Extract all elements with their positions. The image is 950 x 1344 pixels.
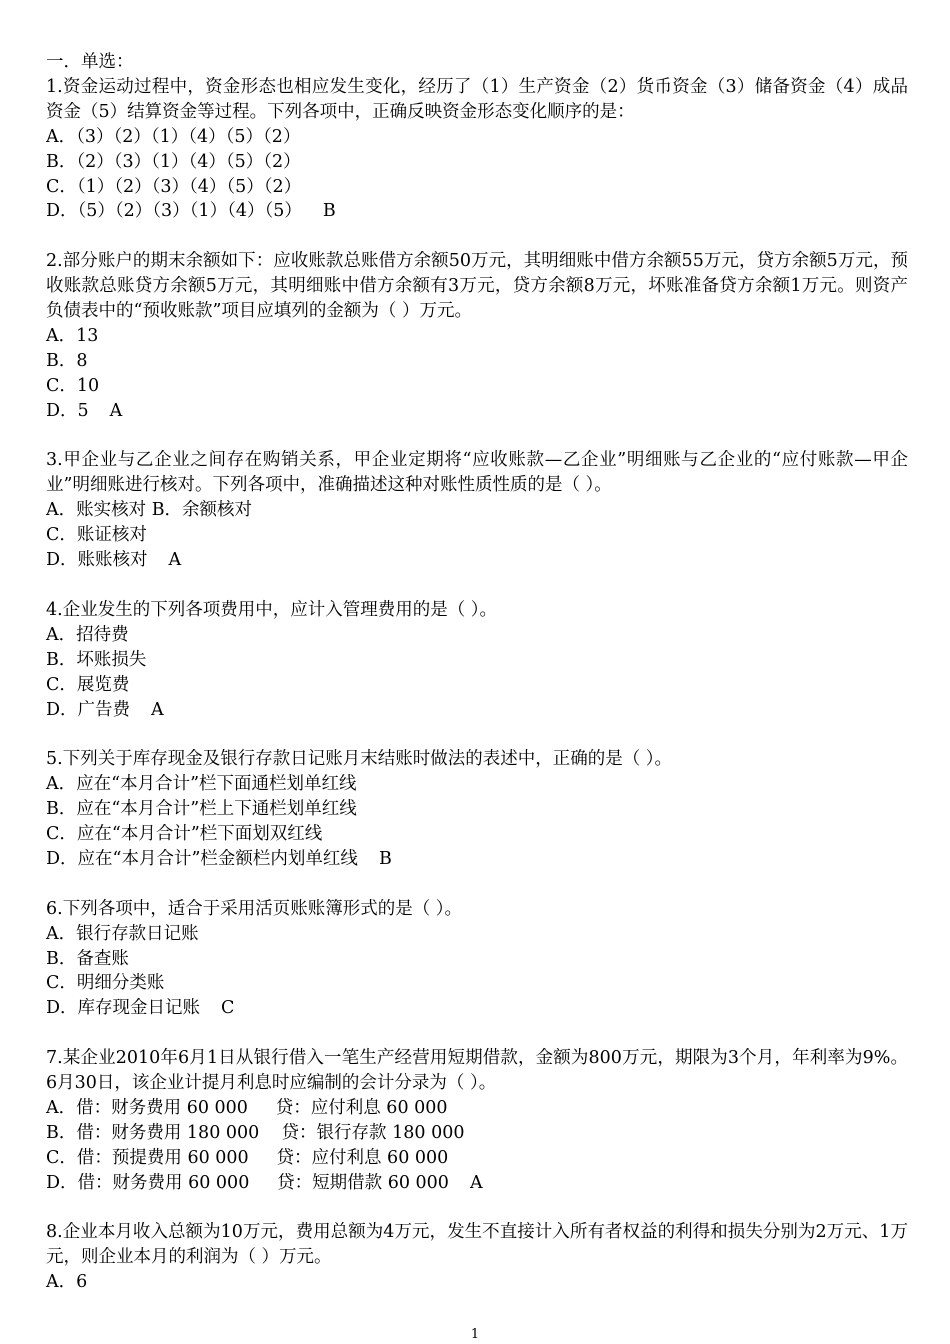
answer-key: A xyxy=(469,1172,483,1193)
question-3 xyxy=(46,448,908,573)
option-d xyxy=(46,548,908,573)
option-a: A．（3）（2）（1）（4）（5）（2） xyxy=(46,126,301,147)
option-c: C．账证核对 xyxy=(46,525,147,546)
option-text: D．借：财务费用 60 000 贷：短期借款 60 000 xyxy=(46,1172,449,1193)
option-a-b: A．账实核对 B．余额核对 xyxy=(46,500,253,521)
page-number: 1 xyxy=(470,1327,480,1342)
answer-key: A xyxy=(151,699,164,720)
option-a: A．6 xyxy=(46,1272,88,1293)
question-text: 7.某企业2010年6月1日从银行借入一笔生产经营用短期借款，金额为800万元，期限为3个月，年利率为9%。6月30日，该企业计提月利息时应编制的会计分录为（ ）。 xyxy=(46,1048,908,1094)
option-text: D．5 xyxy=(46,400,89,421)
spacer xyxy=(46,424,908,449)
option-d xyxy=(46,996,908,1021)
question-text: 6.下列各项中，适合于采用活页账账簿形式的是（ ）。 xyxy=(46,898,463,919)
answer-key: B xyxy=(322,201,336,222)
answer-key: A xyxy=(168,550,182,571)
option-c: C．展览费 xyxy=(46,674,130,695)
option-c: C．应在“本月合计”栏下面划双红线 xyxy=(46,824,323,845)
option-text: D．库存现金日记账 xyxy=(46,998,201,1019)
option-b: B．应在“本月合计”栏上下通栏划单红线 xyxy=(46,799,357,820)
option-text: D．（5）（2）（3）（1）（4）（5） xyxy=(46,201,302,222)
option-d xyxy=(46,1171,908,1196)
option-c: C．10 xyxy=(46,375,100,396)
option-c: C．明细分类账 xyxy=(46,973,165,994)
option-text: D．应在“本月合计”栏金额栏内划单红线 xyxy=(46,848,358,869)
question-5 xyxy=(46,747,908,872)
spacer xyxy=(46,872,908,897)
option-b: B．8 xyxy=(46,350,88,371)
document-page xyxy=(46,50,908,1295)
option-d xyxy=(46,399,908,424)
question-2 xyxy=(46,249,908,423)
answer-key: B xyxy=(378,848,392,869)
option-b: B．坏账损失 xyxy=(46,649,147,670)
spacer xyxy=(46,1196,908,1221)
option-a: A．招待费 xyxy=(46,624,129,645)
option-d xyxy=(46,698,908,723)
option-text: D．账账核对 xyxy=(46,550,148,571)
question-text: 5.下列关于库存现金及银行存款日记账月末结账时做法的表述中，正确的是（ ）。 xyxy=(46,749,673,770)
option-text: D．广告费 xyxy=(46,699,131,720)
spacer xyxy=(46,573,908,598)
question-7 xyxy=(46,1046,908,1195)
option-a: A．13 xyxy=(46,325,99,346)
question-text: 1.资金运动过程中，资金形态也相应发生变化，经历了（1）生产资金（2）货币资金（3）储备资金（4）成品资金（5）结算资金等过程。下列各项中，正确反映资金形态变化顺序的是： xyxy=(46,76,908,122)
option-a: A．银行存款日记账 xyxy=(46,923,199,944)
question-text: 3.甲企业与乙企业之间存在购销关系，甲企业定期将“应收账款—乙企业”明细账与乙企业的“应付账款—甲企业”明细账进行核对。下列各项中，准确描述这种对账性质性质的是（ ）。 xyxy=(46,450,908,496)
option-c: C．（1）（2）（3）（4）（5）（2） xyxy=(46,176,302,197)
spacer xyxy=(46,1021,908,1046)
option-c: C．借：预提费用 60 000 贷：应付利息 60 000 xyxy=(46,1147,449,1168)
question-1 xyxy=(46,75,908,224)
question-text: 4.企业发生的下列各项费用中，应计入管理费用的是（ ）。 xyxy=(46,599,498,620)
option-b: B．备查账 xyxy=(46,948,129,969)
option-a: A．借：财务费用 60 000 贷：应付利息 60 000 xyxy=(46,1097,448,1118)
question-text: 2.部分账户的期末余额如下：应收账款总账借方余额50万元，其明细账中借方余额55万元，贷方余额5万元，预收账款总账贷方余额5万元，其明细账中借方余额有3万元，贷方余额8万元，坏账准备贷方余额1万元。则资产负债表中的“预收账款”项目应填列的金额为（ ）万元。 xyxy=(46,251,908,322)
section-title: 一．单选： xyxy=(46,52,134,72)
question-6 xyxy=(46,897,908,1022)
option-d xyxy=(46,199,908,224)
question-text: 8.企业本月收入总额为10万元，费用总额为4万元，发生不直接计入所有者权益的利得和损失分别为2万元、1万元，则企业本月的利润为（ ）万元。 xyxy=(46,1222,908,1268)
spacer xyxy=(46,722,908,747)
option-a: A．应在“本月合计”栏下面通栏划单红线 xyxy=(46,774,357,795)
answer-key: A xyxy=(109,400,123,421)
answer-key: C xyxy=(221,998,235,1019)
option-b: B．（2）（3）（1）（4）（5）（2） xyxy=(46,151,301,172)
question-4 xyxy=(46,598,908,723)
option-b: B．借：财务费用 180 000 贷：银行存款 180 000 xyxy=(46,1122,465,1143)
question-8 xyxy=(46,1220,908,1295)
spacer xyxy=(46,224,908,249)
option-d xyxy=(46,847,908,872)
